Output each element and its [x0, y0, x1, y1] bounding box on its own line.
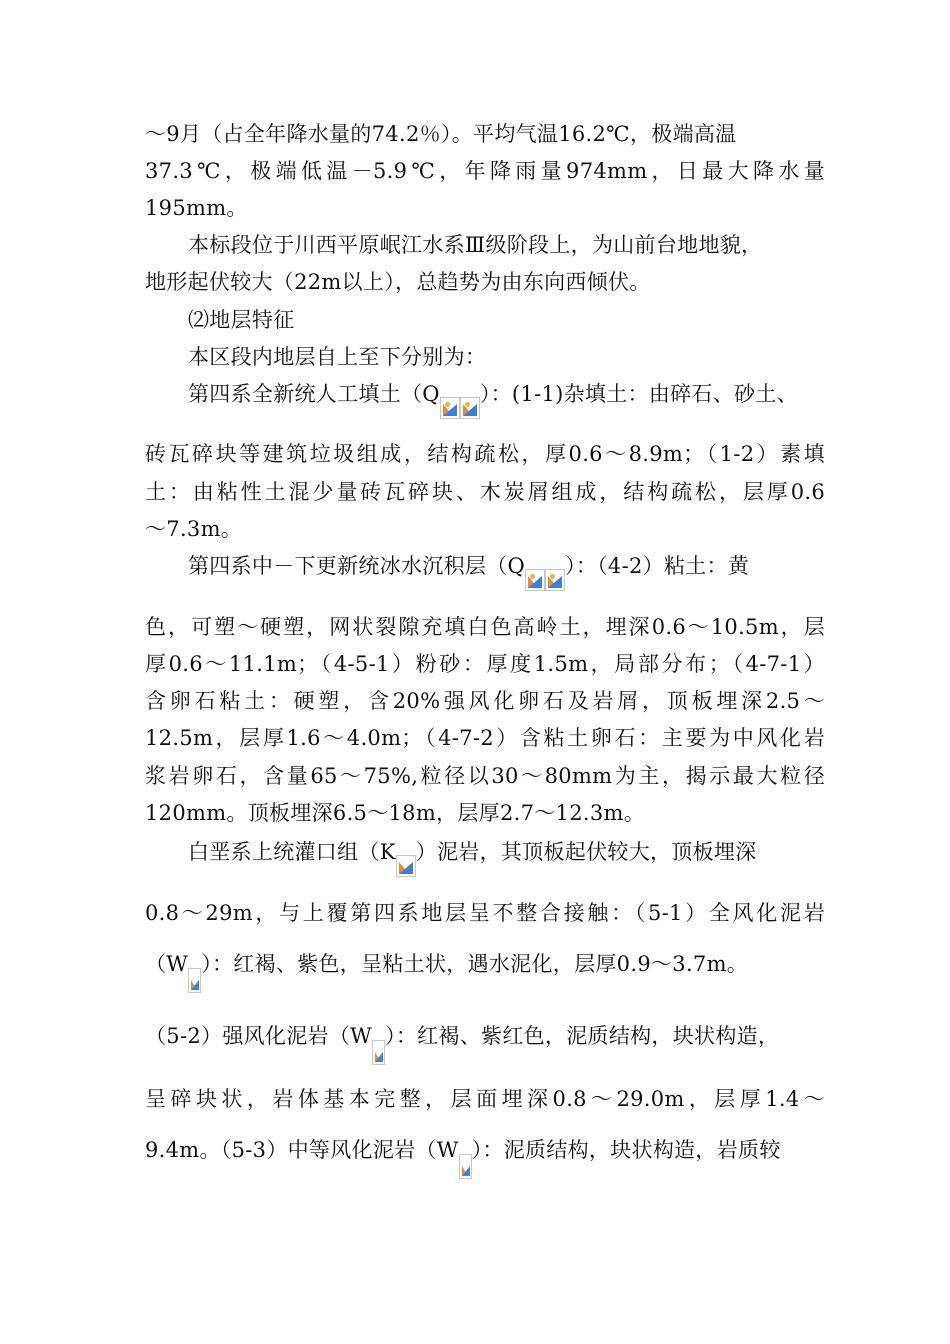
paragraph-line	[188, 231, 868, 259]
line-text: 呈碎块状，岩体基本完整，层面埋深0.8～29.0m，层厚1.4～	[145, 1087, 825, 1111]
line-text: 厚0.6～11.1m；（4-5-1）粉砂：厚度1.5m，局部分布；（4-7-1）	[145, 652, 825, 676]
line-text: 37.3℃，极端低温－5.9℃，年降雨量974mm，日最大降水量	[145, 159, 825, 183]
line-text: 第四系中－下更新统冰水沉积层（Q	[188, 554, 526, 578]
line-text: ）：泥质结构，块状构造，岩质较	[471, 1138, 781, 1162]
line-text: 120mm。顶板埋深6.5～18m，层厚2.7～12.3m。	[145, 801, 646, 825]
paragraph-line	[145, 1136, 825, 1179]
line-text: 0.8～29m，与上覆第四系地层呈不整合接触：（5-1）全风化泥岩	[145, 901, 825, 925]
line-text: 色，可塑～硬塑，网状裂隙充填白色高岭土，埋深0.6～10.5m，层	[145, 615, 825, 639]
broken-image-icon	[396, 855, 416, 877]
broken-image-icon	[188, 968, 201, 993]
line-text: ）：(1-1)杂填土：由碎石、砂土、	[479, 382, 798, 406]
line-text: ～7.3m。	[145, 517, 243, 541]
paragraph-line	[145, 687, 825, 715]
broken-image-icon	[460, 397, 480, 419]
paragraph-line	[145, 515, 825, 543]
line-text: ）：红褐、紫红色，泥质结构，块状构造，	[385, 1024, 780, 1048]
line-text: （W	[145, 952, 189, 976]
broken-image-icon	[372, 1040, 385, 1065]
paragraph-line	[188, 552, 868, 591]
paragraph-line	[145, 613, 825, 641]
paragraph-line	[145, 650, 825, 678]
line-text: 195mm。	[145, 196, 248, 220]
line-text: ）：红褐、紫色，呈粘土状，遇水泥化，层厚0.9～3.7m。	[201, 952, 749, 976]
line-text: 9.4m。（5-3）中等风化泥岩（W	[145, 1138, 459, 1162]
paragraph-line	[145, 120, 825, 148]
broken-image-icon	[525, 569, 545, 591]
paragraph-line	[188, 838, 868, 877]
line-text: 白垩系上统灌口组（K	[188, 840, 396, 864]
line-text: 本区段内地层自上至下分别为：	[188, 345, 487, 369]
line-text: 12.5m，层厚1.6～4.0m；（4-7-2）含粘土卵石：主要为中风化岩	[145, 726, 825, 750]
paragraph-line	[145, 762, 825, 790]
line-text: 含卵石粘土：硬塑，含20%强风化卵石及岩屑，顶板埋深2.5～	[145, 689, 825, 713]
paragraph-line	[145, 724, 825, 752]
paragraph-line	[145, 440, 825, 468]
broken-image-icon	[545, 569, 565, 591]
paragraph-line	[188, 343, 868, 371]
line-text: 本标段位于川西平原岷江水系Ⅲ级阶段上，为山前台地地貌，	[188, 233, 763, 257]
line-text: ）：（4-2）粘土：黄	[565, 554, 750, 578]
line-text: ～9月（占全年降水量的74.2％）。平均气温16.2℃，极端高温	[145, 122, 737, 146]
paragraph-line	[145, 194, 825, 222]
line-text: （5-2）强风化泥岩（W	[145, 1024, 373, 1048]
paragraph-line	[145, 899, 825, 927]
paragraph-line	[145, 950, 825, 993]
line-text: 第四系全新统人工填土（Q	[188, 382, 440, 406]
broken-image-icon	[459, 1154, 472, 1179]
paragraph-line	[145, 799, 825, 827]
paragraph-line	[145, 157, 825, 185]
line-text: 浆岩卵石，含量65～75%,粒径以30～80mm为主，揭示最大粒径	[145, 764, 825, 788]
paragraph-line	[145, 1022, 825, 1065]
paragraph-line	[145, 268, 825, 296]
paragraph-line	[145, 478, 825, 506]
section-heading	[188, 306, 868, 334]
broken-image-icon	[440, 397, 460, 419]
paragraph-line	[145, 1085, 825, 1113]
line-text: ）泥岩，其顶板起伏较大，顶板埋深	[415, 840, 757, 864]
line-text: 砖瓦碎块等建筑垃圾组成，结构疏松，厚0.6～8.9m；（1-2）素填	[145, 442, 825, 466]
paragraph-line	[188, 380, 868, 419]
line-text: 土：由粘性土混少量砖瓦碎块、木炭屑组成，结构疏松，层厚0.6	[145, 480, 825, 504]
line-text: 地形起伏较大（22m以上），总趋势为由东向西倾伏。	[145, 270, 651, 294]
line-text: ⑵地层特征	[188, 308, 295, 332]
